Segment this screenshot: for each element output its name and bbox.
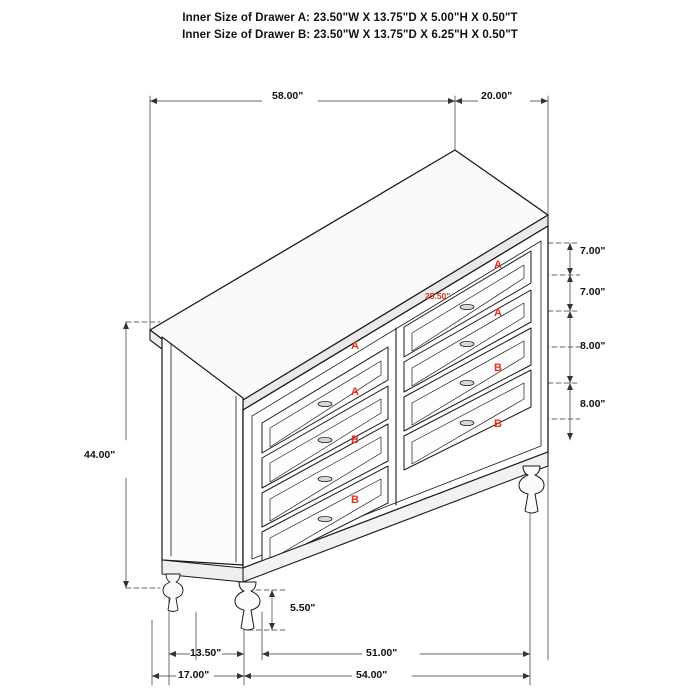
dim-right-4: 8.00": [580, 398, 606, 410]
dim-bottom-side-depth: 13.50": [190, 647, 222, 659]
dim-top-depth: 20.00": [481, 90, 513, 102]
drawer-tag-right-1: A: [494, 259, 502, 271]
dim-right-1: 7.00": [580, 245, 606, 257]
dim-bottom-front-total: 54.00": [356, 669, 388, 681]
dim-bottom-front-inner: 51.00": [366, 647, 398, 659]
dim-top-width: 58.00": [272, 90, 304, 102]
dim-right-3: 8.00": [580, 340, 606, 352]
drawer-tag-left-1: A: [351, 340, 359, 352]
drawer-tag-left-2: A: [351, 386, 359, 398]
dim-overall-height: 44.00": [84, 449, 116, 461]
dim-right-2: 7.00": [580, 286, 606, 298]
drawer-tag-left-3: B: [351, 434, 359, 446]
dim-drawer-inner-width: 25.50": [425, 291, 451, 301]
drawer-tag-right-4: B: [494, 418, 502, 430]
drawer-tag-right-2: A: [494, 307, 502, 319]
drawer-a-spec: Inner Size of Drawer A: 23.50"W X 13.75"D X 5.00"H X 0.50"T: [182, 12, 518, 24]
drawer-b-spec: Inner Size of Drawer B: 23.50"W X 13.75"D X 6.25"H X 0.50"T: [182, 29, 518, 41]
dim-leg-height: 5.50": [290, 602, 316, 614]
dim-bottom-side-outer: 17.00": [178, 669, 210, 681]
drawer-tag-left-4: B: [351, 494, 359, 506]
drawer-tag-right-3: B: [494, 362, 502, 374]
